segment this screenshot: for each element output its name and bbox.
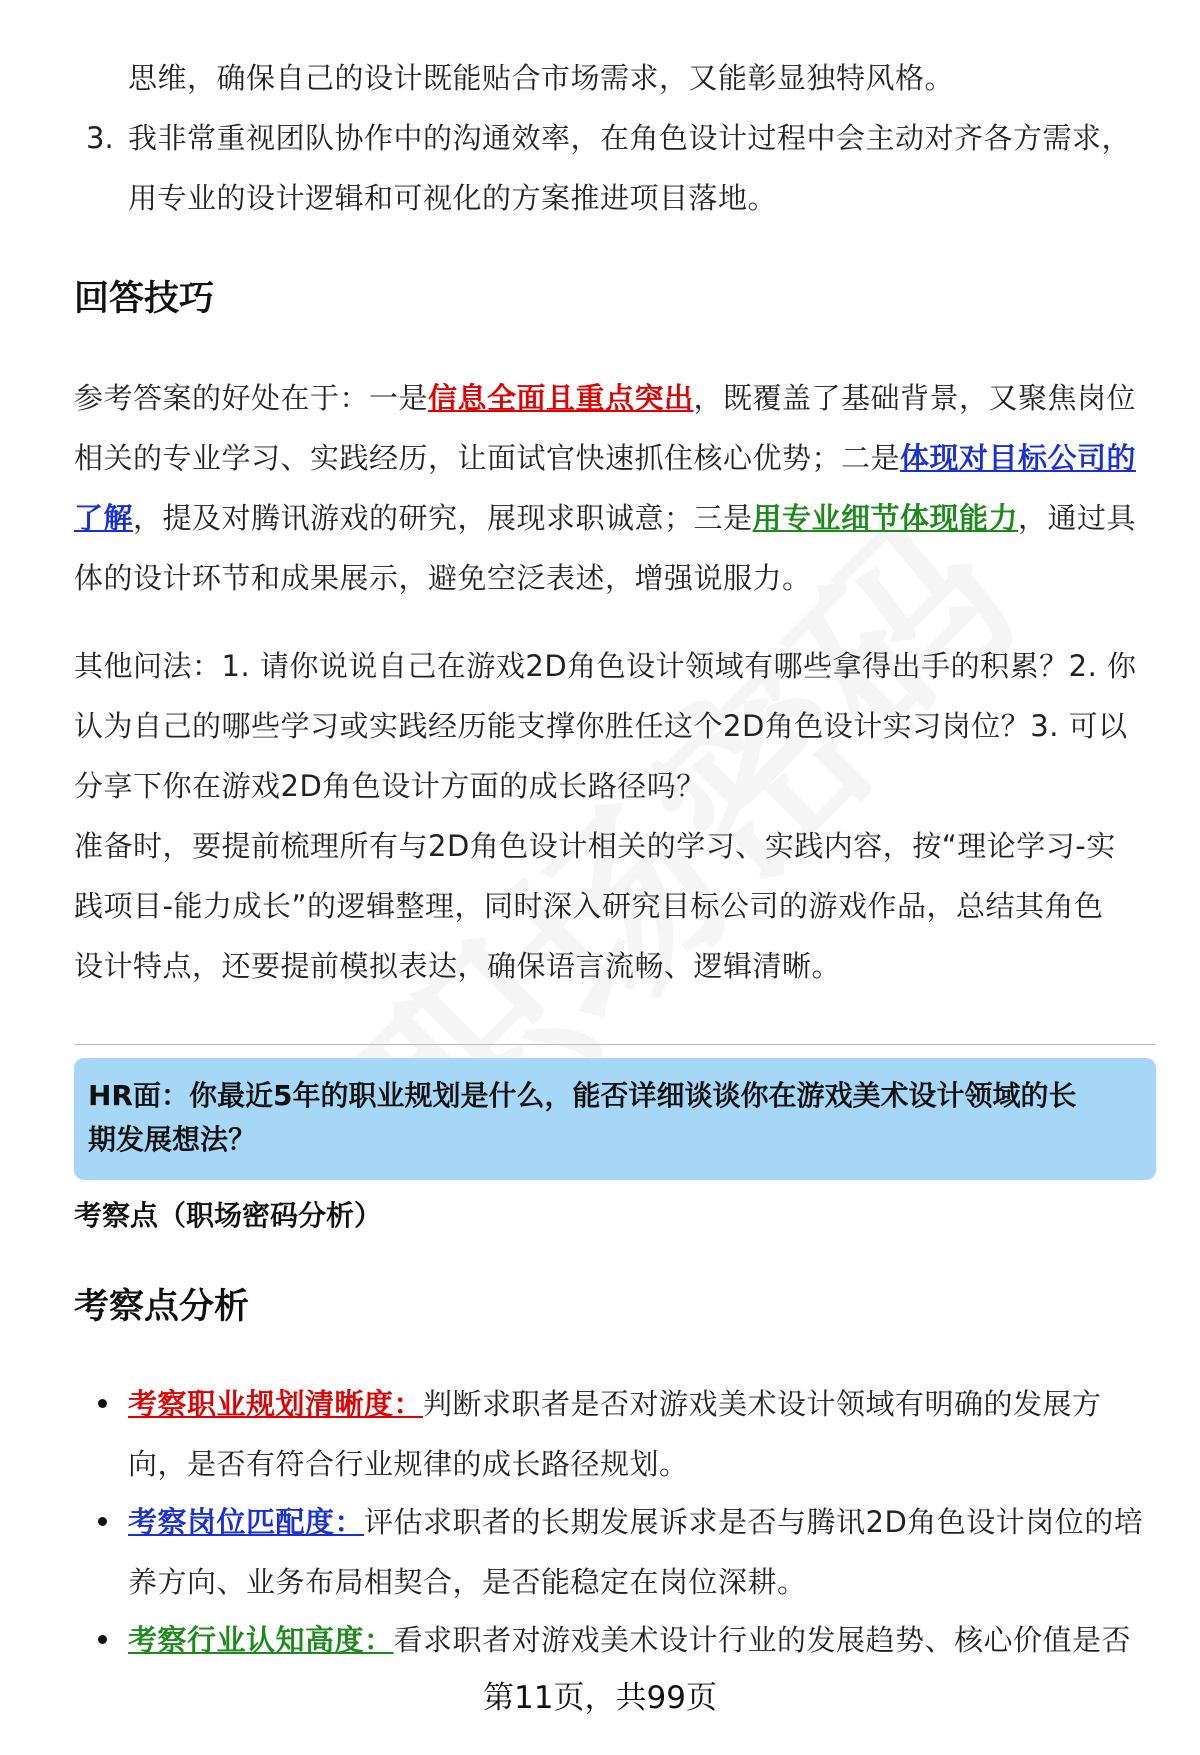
question-box [74,1058,1156,1180]
other-questions-line-3: 分享下你在游戏2D角色设计方面的成长路径吗？ [74,769,706,803]
list-item-2-tail: 思维，确保自己的设计既能贴合市场需求，又能彰显独特风格。 [128,61,955,95]
bullet-dot [98,1517,107,1526]
other-questions-line-1: 其他问法：1. 请你说说自己在游戏2D角色设计领域有哪些拿得出手的积累？2. 你 [74,649,1137,683]
tips-text: 参考答案的好处在于：一是 [74,381,429,415]
analysis-label-green: 考察行业认知高度： [128,1623,394,1657]
bullet-dot [98,1635,107,1644]
tips-text: ，提及对腾讯游戏的研究，展现求职诚意；三是 [133,501,753,535]
divider [74,1044,1156,1045]
analysis-label-blue: 考察岗位匹配度： [128,1505,365,1539]
highlight-blue: 体现对目标公司的 [900,441,1137,475]
highlight-red: 信息全面且重点突出 [428,381,694,415]
tips-text: ，既覆盖了基础背景，又聚焦岗位 [693,381,1137,415]
section-heading-tips: 回答技巧 [74,279,215,319]
prep-line-3: 设计特点，还要提前模拟表达，确保语言流畅、逻辑清晰。 [74,949,842,983]
tips-line-2 [74,428,1154,488]
section-heading-analysis: 考察点分析 [74,1287,250,1327]
prep-line-1: 准备时，要提前梳理所有与2D角色设计相关的学习、实践内容，按“理论学习-实 [74,829,1116,863]
analysis-item-3-line1 [128,1610,1158,1670]
analysis-text: 看求职者对游戏美术设计行业的发展趋势、核心价值是否 [393,1623,1132,1657]
list-item-3-line1: 我非常重视团队协作中的沟通效率，在角色设计过程中会主动对齐各方需求， [128,121,1132,155]
analysis-item-1-line1 [128,1374,1158,1434]
question-line-1: HR面：你最近5年的职业规划是什么，能否详细谈谈你在游戏美术设计领域的长 [88,1079,1077,1112]
highlight-blue-cont: 了解 [74,501,134,535]
analysis-text: 评估求职者的长期发展诉求是否与腾讯2D角色设计岗位的培 [364,1505,1144,1539]
other-questions-line-2: 认为自己的哪些学习或实践经历能支撑你胜任这个2D角色设计实习岗位？3. 可以 [74,709,1128,743]
list-number-3: 3. [86,121,114,155]
question-line-2: 期发展想法？ [88,1123,257,1156]
tips-line-3 [74,488,1154,548]
analysis-label-red: 考察职业规划清晰度： [128,1387,424,1421]
analysis-item-2-line1 [128,1492,1158,1552]
highlight-green: 用专业细节体现能力 [752,501,1019,535]
tips-text: 相关的专业学习、实践经历，让面试官快速抓住核心优势；二是 [74,441,901,475]
list-item-3-line2: 用专业的设计逻辑和可视化的方案推进项目落地。 [128,181,778,215]
analysis-item-1-line2: 向，是否有符合行业规律的成长路径规划。 [128,1447,689,1481]
prep-line-2: 践项目-能力成长”的逻辑整理，同时深入研究目标公司的游戏作品，总结其角色 [74,889,1104,923]
analysis-text: 判断求职者是否对游戏美术设计领域有明确的发展方 [423,1387,1102,1421]
tips-text: ，通过具 [1018,501,1137,535]
tips-line-4: 体的设计环节和成果展示，避免空泛表述，增强说服力。 [74,561,812,595]
bullet-dot [98,1399,107,1408]
analysis-item-2-line2: 养方向、业务布局相契合，是否能稳定在岗位深耕。 [128,1565,807,1599]
page-footer: 第11页，共99页 [483,1680,717,1716]
exam-point-label: 考察点（职场密码分析） [74,1199,383,1232]
tips-line-1 [74,368,1154,428]
